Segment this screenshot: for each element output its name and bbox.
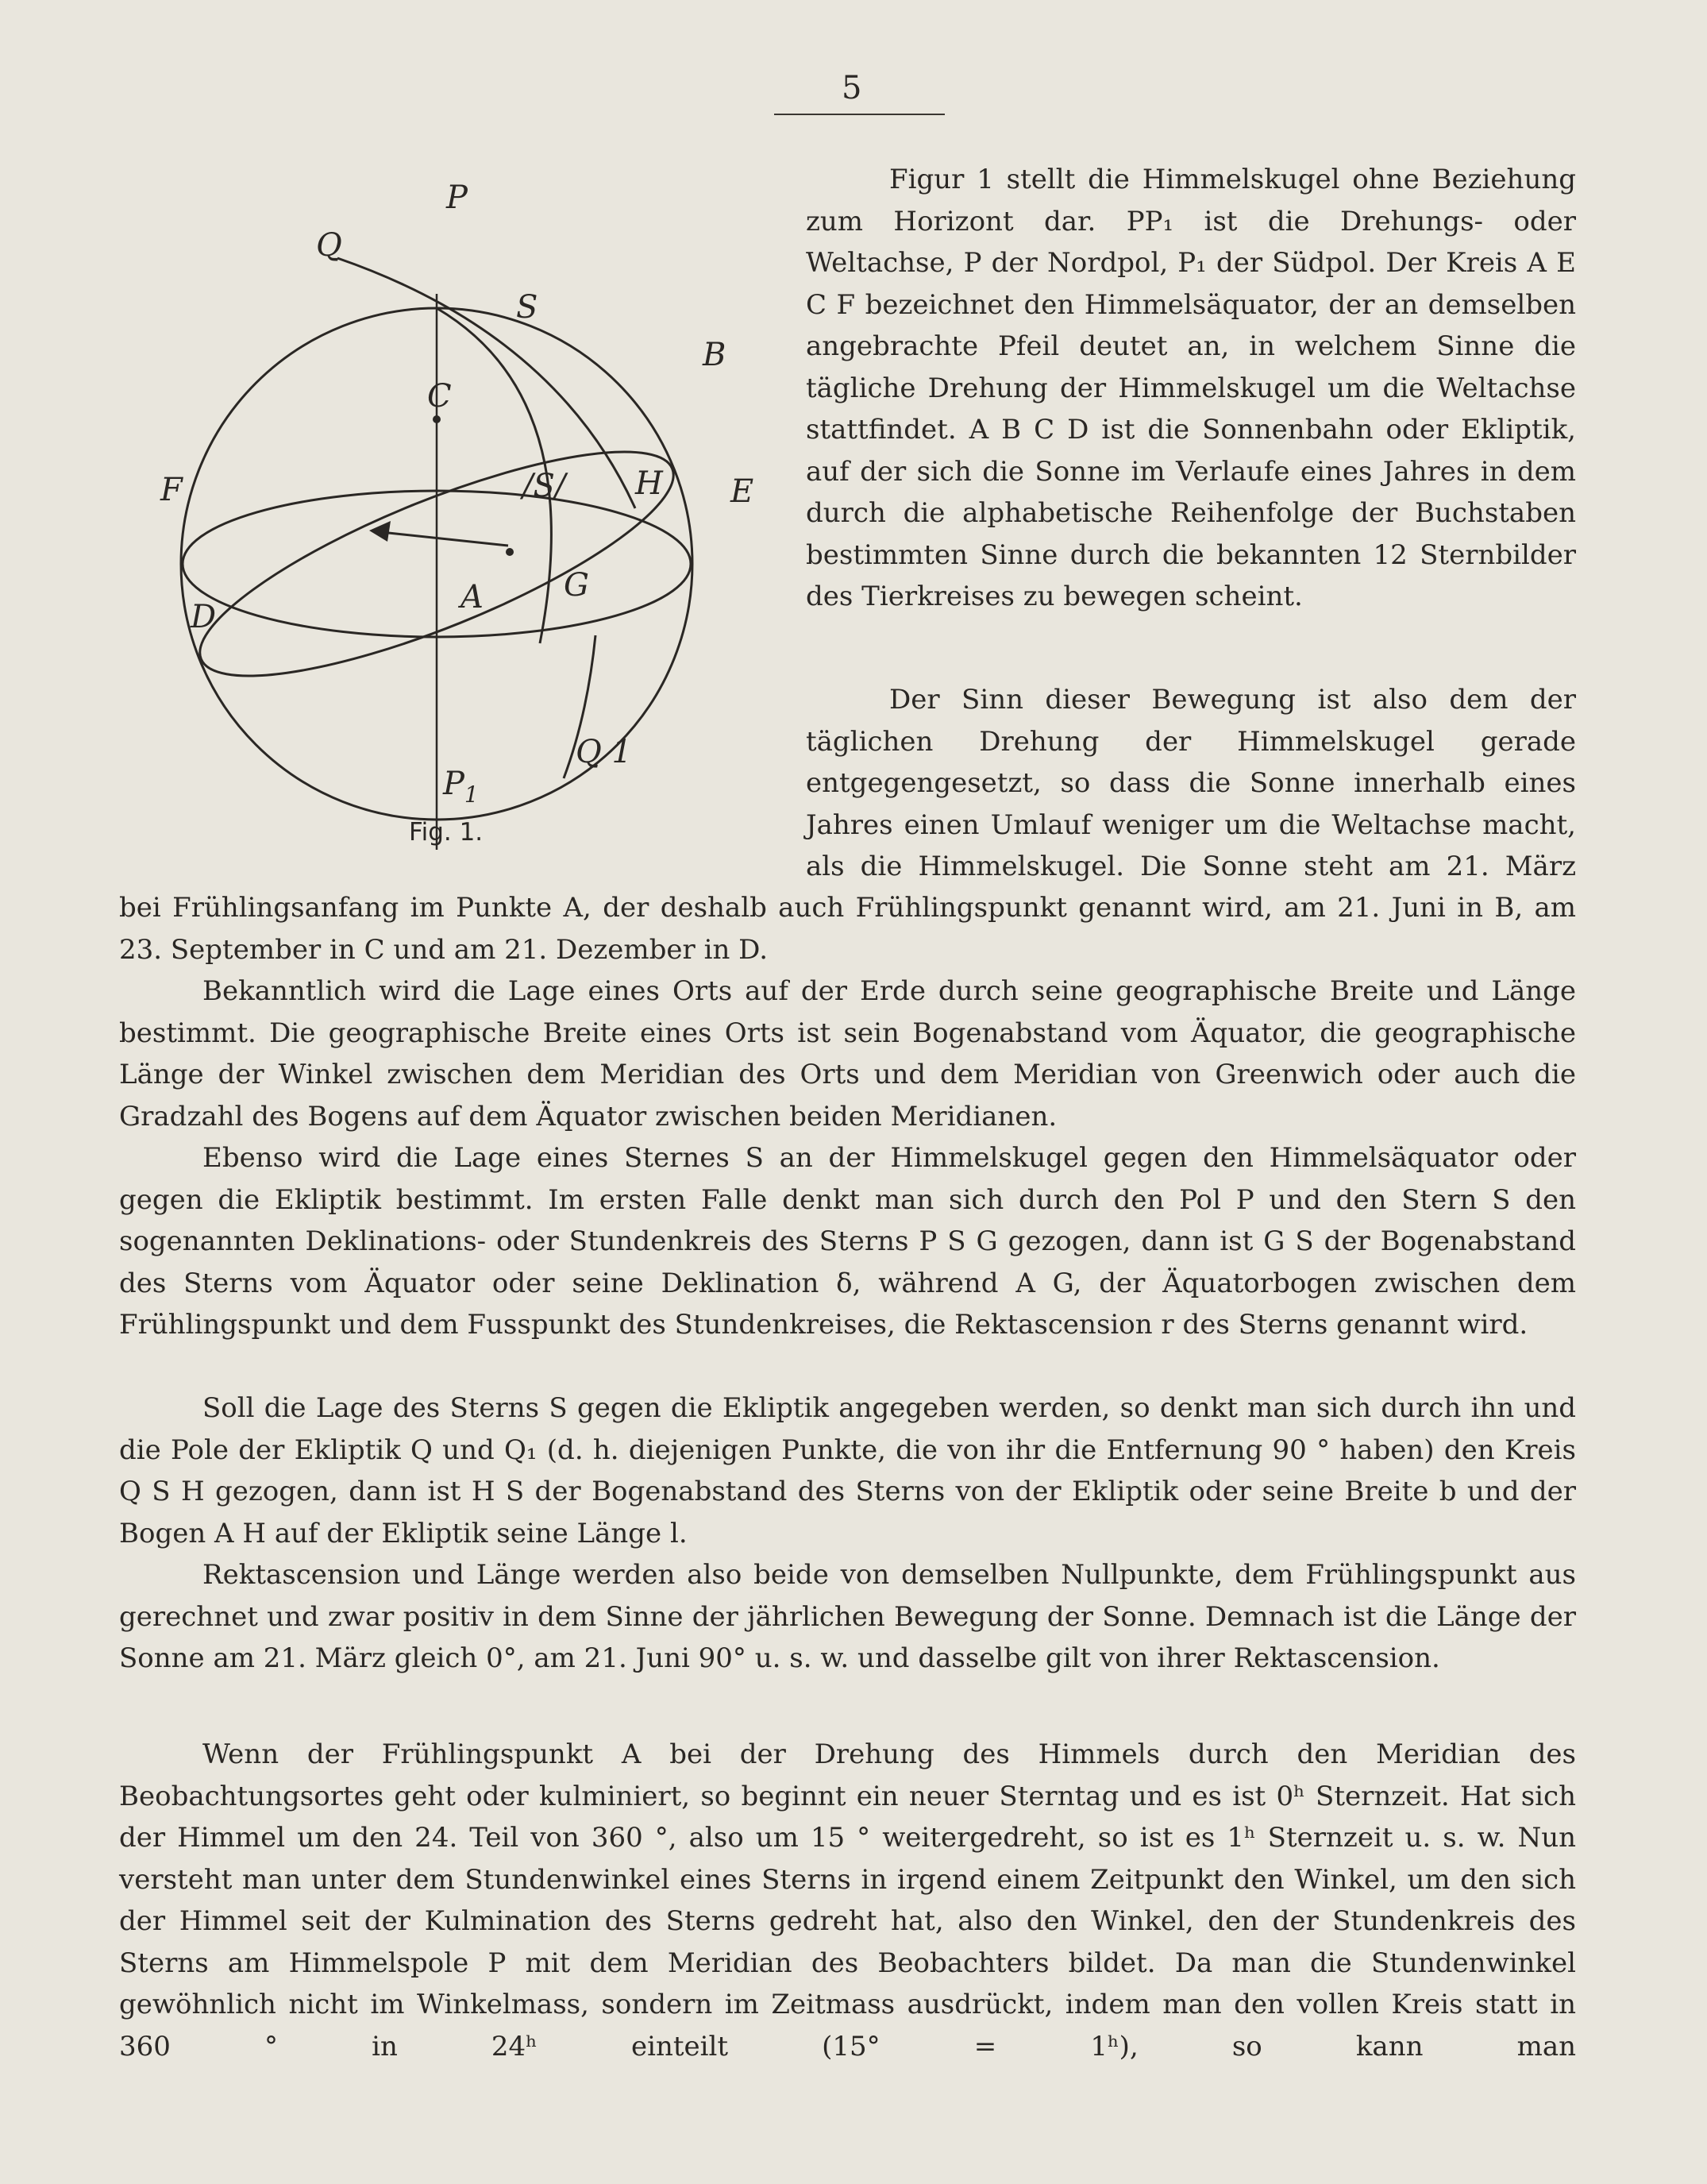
paragraph-6: Rektascension und Länge werden also beide von demselben Nullpunkte, dem Frühlingspunkt aus gerechnet und zwar positiv in dem Sinne der jährlichen Bewegung der Sonne. Demnach ist die Länge der Sonne am 21. März gleich 0°, am 21. Juni 90° u. s. w. und dasselbe gilt von ihrer Rektascension. bbox=[119, 1559, 1576, 1674]
paragraph-3-block bbox=[119, 970, 1576, 1137]
label-q1: Q 1 bbox=[576, 734, 632, 770]
label-e: E bbox=[730, 473, 754, 510]
paragraph-4-block bbox=[119, 1137, 1576, 1346]
page-number-rule bbox=[774, 114, 945, 115]
figure-description-block bbox=[806, 159, 1576, 618]
paragraph-2b: bei Frühlingsanfang im Punkte A, der deshalb auch Frühlingspunkt genannt wird, am 21. Juni in B, am 23. September in C und am 21. Dezember in D. bbox=[119, 892, 1576, 966]
label-b: B bbox=[703, 337, 726, 373]
label-q: Q bbox=[316, 227, 342, 264]
paragraph-7: Wenn der Frühlingspunkt A bei der Drehung des Himmels durch den Meridian des Beobachtungsortes geht oder kulminiert, so beginnt ein neuer Sterntag und es ist 0ʰ Sternzeit. Hat sich der Himmel um den 24. Teil von 360 °, also um 15 ° weitergedreht, so ist es 1ʰ Sternzeit u. s. w. Nun versteht man unter dem Stundenwinkel eines Sterns in irgend einem Zeitpunkt den Winkel, um den sich der Himmel seit der Kulmination des Sterns gedreht hat, also den Winkel, den der Stundenkreis des Sterns am Himmelspole P mit dem Meridian des Beobachters bildet. Da man die Stundenwinkel gewöhnlich nicht im Winkelmass, sondern im Zeitmass ausdrückt, indem man den vollen Kreis statt in 360 ° in 24ʰ einteilt (15° = 1ʰ), so kann man bbox=[119, 1738, 1576, 2062]
circle-qsh bbox=[337, 258, 635, 508]
paragraph-3: Bekanntlich wird die Lage eines Orts auf der Erde durch seine geographische Breite und Länge bestimmt. Die geographische Breite eines Orts ist sein Bogenabstand vom Äquator, die geographische Länge der Winkel zwischen dem Meridian des Orts und dem Meridian von Greenwich oder auch die Gradzahl des Bogens auf dem Äquator zwischen beiden Meridianen. bbox=[119, 975, 1576, 1133]
page-number: 5 bbox=[842, 70, 862, 106]
label-c: C bbox=[427, 378, 452, 415]
paragraph-2a: Der Sinn dieser Bewegung ist also dem der täglichen Drehung der Himmelskugel gerade entgegengesetzt, so dass die Sonne innerhalb eines Jahres einen Umlauf weniger um die Weltachse macht, als die Himmelskugel. Die Sonne steht am 21. März bbox=[806, 684, 1576, 882]
paragraph-5-block bbox=[119, 1387, 1576, 1554]
figure-caption: Fig. 1. bbox=[409, 818, 484, 847]
rotation-arrow-line bbox=[381, 532, 508, 546]
celestial-sphere-figure bbox=[143, 159, 802, 874]
label-p: P bbox=[446, 179, 468, 216]
paragraph-5: Soll die Lage des Sterns S gegen die Ekliptik angegeben werden, so denkt man sich durch ihn und die Pole der Ekliptik Q und Q₁ (d. h. diejenigen Punkte, die von ihr die Entfernung 90 ° haben) den Kreis Q S H gezogen, dann ist H S der Bogenabstand des Sterns von der Ekliptik oder seine Breite b und der Bogen A H auf der Ekliptik seine Länge l. bbox=[119, 1392, 1576, 1549]
label-g: G bbox=[564, 567, 589, 604]
label-s-bracket: /S/ bbox=[522, 468, 566, 504]
label-h: H bbox=[635, 465, 663, 502]
point-a-dot bbox=[506, 548, 514, 556]
paragraph-1: Figur 1 stellt die Himmelskugel ohne Beziehung zum Horizont dar. PP₁ ist die Drehungs- oder Weltachse, P der Nordpol, P₁ der Südpol. Der Kreis A E C F bezeichnet den Himmelsäquator, der an demselben angebrachte Pfeil deutet an, in welchem Sinne die tägliche Drehung der Himmelskugel um die Weltachse stattfindet. A B C D ist die Sonnenbahn oder Ekliptik, auf der sich die Sonne im Verlaufe eines Jahres in dem durch die alphabetische Reihenfolge der Buchstaben bestimmten Sinne durch die bekannten 12 Sternbilder des Tierkreises zu bewegen scheint. bbox=[806, 164, 1576, 612]
point-c-dot bbox=[433, 415, 441, 423]
motion-description-block bbox=[806, 679, 1576, 888]
paragraph-6-block bbox=[119, 1554, 1576, 1680]
rotation-arrowhead bbox=[369, 521, 391, 542]
paragraph-7-block bbox=[119, 1734, 1576, 2067]
paragraph-2-continued bbox=[119, 887, 1576, 970]
label-d: D bbox=[191, 599, 217, 635]
label-p1: $P_1$ bbox=[443, 766, 479, 808]
label-s: S bbox=[516, 289, 538, 326]
label-f: F bbox=[160, 472, 183, 508]
celestial-sphere-diagram bbox=[143, 159, 802, 874]
label-a: A bbox=[460, 579, 484, 615]
paragraph-4: Ebenso wird die Lage eines Sternes S an der Himmelskugel gegen den Himmelsäquator oder gegen die Ekliptik bestimmt. Im ersten Falle denkt man sich durch den Pol P und den Stern S den sogenannten Deklinations- oder Stundenkreis des Sterns P S G gezogen, dann ist G S der Bogenabstand des Sterns vom Äquator oder seine Deklination δ, während A G, der Äquatorbogen zwischen dem Frühlingspunkt und dem Fusspunkt des Stundenkreises, die Rektascension r des Sterns genannt wird. bbox=[119, 1142, 1576, 1341]
